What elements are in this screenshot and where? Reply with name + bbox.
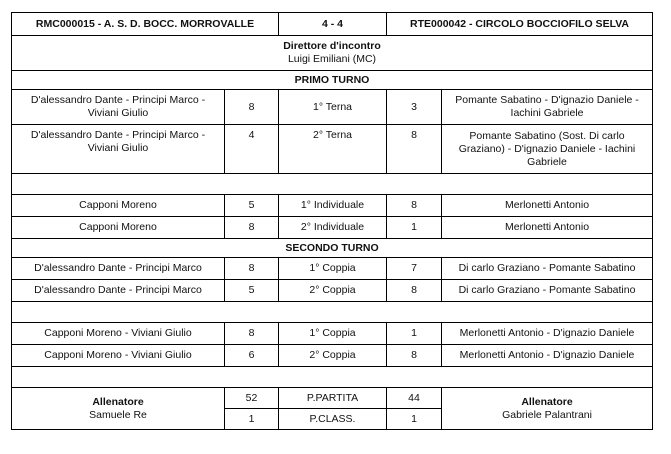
home-players: D'alessandro Dante - Principi Marco	[12, 280, 225, 302]
away-players: Pomante Sabatino - D'ignazio Daniele - Iachini Gabriele	[442, 90, 653, 125]
partita-label: P.PARTITA	[279, 388, 387, 409]
partita-home-points: 52	[225, 388, 279, 409]
home-score: 5	[225, 280, 279, 302]
away-players: Merlonetti Antonio - D'ignazio Daniele	[442, 345, 653, 367]
match-score: 4 - 4	[279, 13, 387, 36]
spacer-row	[12, 367, 653, 388]
home-score: 6	[225, 345, 279, 367]
match-report-table	[11, 12, 653, 430]
footer-row	[12, 388, 653, 409]
secondo-turno-title: SECONDO TURNO	[12, 239, 653, 258]
away-coach-cell	[442, 388, 653, 430]
game-row	[12, 280, 653, 302]
game-row	[12, 258, 653, 280]
spacer-row	[12, 174, 653, 195]
spacer-row	[12, 302, 653, 323]
match-header-row	[12, 13, 653, 36]
game-row	[12, 323, 653, 345]
spacer-cell	[12, 367, 653, 388]
game-type: 1° Terna	[279, 90, 387, 125]
home-score: 8	[225, 90, 279, 125]
home-score: 8	[225, 323, 279, 345]
home-score: 4	[225, 125, 279, 174]
class-label: P.CLASS.	[279, 409, 387, 430]
away-coach-name: Gabriele Palantrani	[502, 408, 592, 421]
game-type: 1° Coppia	[279, 258, 387, 280]
section-title-row	[12, 239, 653, 258]
away-players: Merlonetti Antonio	[442, 217, 653, 239]
away-score: 8	[387, 345, 442, 367]
game-type: 2° Coppia	[279, 280, 387, 302]
away-coach-label: Allenatore	[521, 395, 573, 408]
away-score: 8	[387, 195, 442, 217]
home-players: Capponi Moreno - Viviani Giulio	[12, 323, 225, 345]
away-score: 7	[387, 258, 442, 280]
away-players: Di carlo Graziano - Pomante Sabatino	[442, 258, 653, 280]
game-row	[12, 217, 653, 239]
away-players: Pomante Sabatino (Sost. Di carlo Graziano) - D'ignazio Daniele - Iachini Gabriele	[442, 125, 653, 174]
spacer-cell	[12, 302, 653, 323]
director-cell	[12, 36, 653, 71]
spacer-cell	[12, 174, 653, 195]
game-row	[12, 125, 653, 174]
game-type: 1° Coppia	[279, 323, 387, 345]
home-score: 8	[225, 258, 279, 280]
game-type: 2° Terna	[279, 125, 387, 174]
away-score: 8	[387, 280, 442, 302]
away-score: 1	[387, 217, 442, 239]
away-score: 8	[387, 125, 442, 174]
class-away-points: 1	[387, 409, 442, 430]
home-coach-name: Samuele Re	[89, 408, 147, 421]
director-row	[12, 36, 653, 71]
game-row	[12, 345, 653, 367]
class-home-points: 1	[225, 409, 279, 430]
away-team-name: RTE000042 - CIRCOLO BOCCIOFILO SELVA	[387, 13, 653, 36]
game-row	[12, 195, 653, 217]
home-players: D'alessandro Dante - Principi Marco	[12, 258, 225, 280]
game-type: 2° Individuale	[279, 217, 387, 239]
home-coach-label: Allenatore	[92, 395, 144, 408]
section-title-row	[12, 71, 653, 90]
partita-away-points: 44	[387, 388, 442, 409]
game-type: 1° Individuale	[279, 195, 387, 217]
away-score: 3	[387, 90, 442, 125]
home-players: D'alessandro Dante - Principi Marco - Viviani Giulio	[12, 90, 225, 125]
director-label: Direttore d'incontro	[283, 40, 381, 52]
home-players: Capponi Moreno - Viviani Giulio	[12, 345, 225, 367]
game-type: 2° Coppia	[279, 345, 387, 367]
director-name: Luigi Emiliani (MC)	[287, 53, 377, 65]
away-players: Merlonetti Antonio	[442, 195, 653, 217]
home-players: Capponi Moreno	[12, 217, 225, 239]
home-score: 8	[225, 217, 279, 239]
home-players: Capponi Moreno	[12, 195, 225, 217]
away-players: Merlonetti Antonio - D'ignazio Daniele	[442, 323, 653, 345]
home-coach-cell	[12, 388, 225, 430]
home-score: 5	[225, 195, 279, 217]
away-players: Di carlo Graziano - Pomante Sabatino	[442, 280, 653, 302]
home-players: D'alessandro Dante - Principi Marco - Viviani Giulio	[12, 125, 225, 174]
home-team-name: RMC000015 - A. S. D. BOCC. MORROVALLE	[12, 13, 279, 36]
match-report-sheet	[11, 12, 652, 430]
away-score: 1	[387, 323, 442, 345]
game-row	[12, 90, 653, 125]
primo-turno-title: PRIMO TURNO	[12, 71, 653, 90]
